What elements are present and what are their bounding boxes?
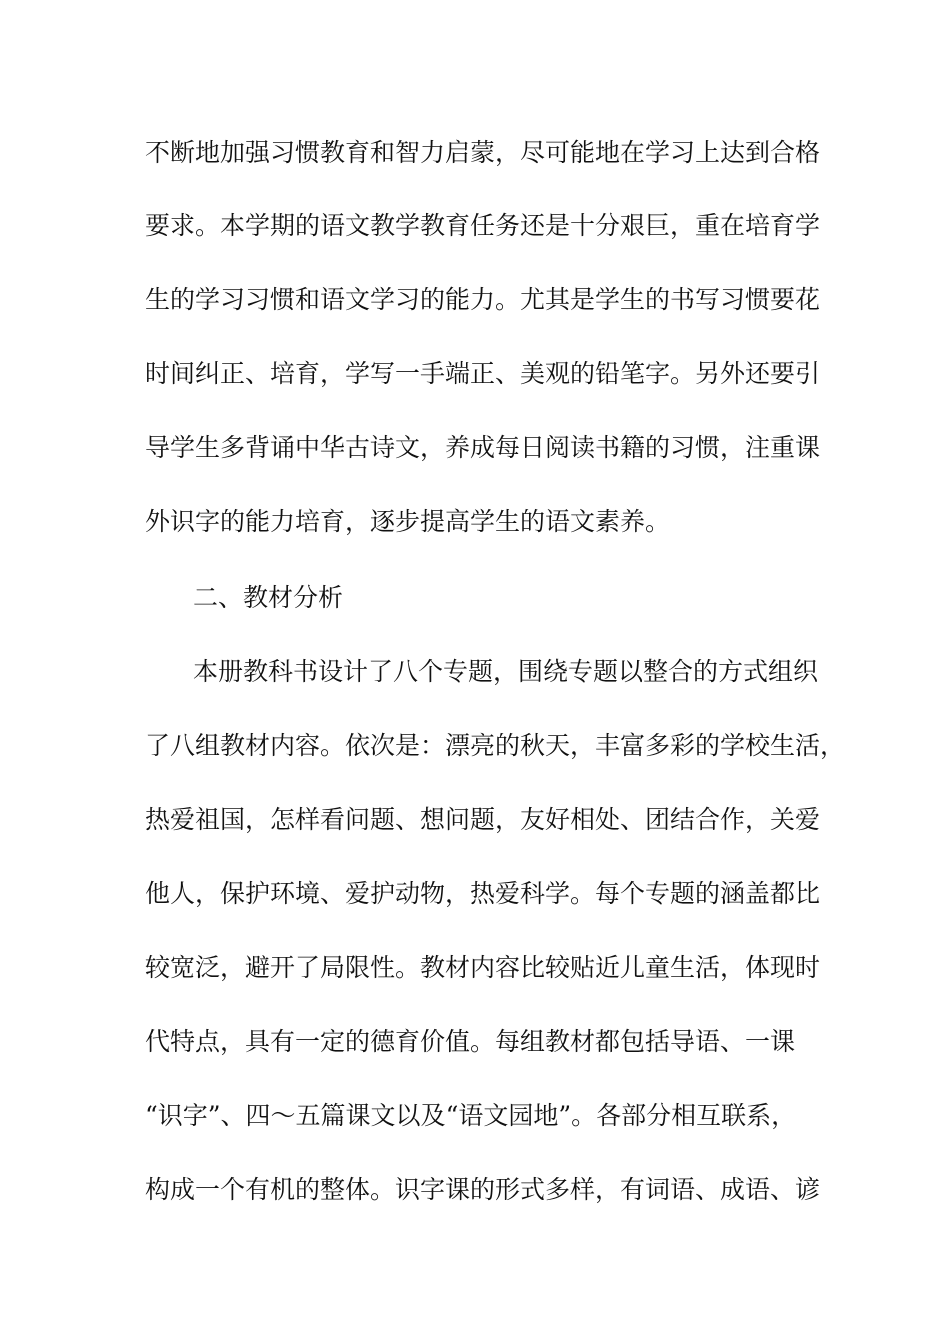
- paragraph-line-4: 时间纠正、培育，学写一手端正、美观的铅笔字。另外还要引: [145, 359, 821, 388]
- paragraph-line-13: “识字”、四～五篇课文以及“语文园地”。各部分相互联系，: [145, 1101, 797, 1130]
- paragraph-line-9: 热爱祖国，怎样看问题、想问题，友好相处、团结合作，关爱: [145, 805, 821, 834]
- paragraph-line-1: 不断地加强习惯教育和智力启蒙，尽可能地在学习上达到合格: [145, 138, 821, 167]
- paragraph-line-5: 导学生多背诵中华古诗文，养成每日阅读书籍的习惯，注重课: [145, 433, 821, 462]
- paragraph-line-12: 代特点，具有一定的德育价值。每组教材都包括导语、一课: [145, 1027, 796, 1056]
- paragraph-line-6: 外识字的能力培育，逐步提高学生的语文素养。: [145, 507, 671, 536]
- paragraph-line-3: 生的学习习惯和语文学习的能力。尤其是学生的书写习惯要花: [145, 285, 821, 314]
- section-heading: 二、教材分析: [193, 583, 344, 612]
- paragraph-line-7: 本册教科书设计了八个专题，围绕专题以整合的方式组织: [193, 657, 819, 686]
- paragraph-line-14: 构成一个有机的整体。识字课的形式多样，有词语、成语、谚: [145, 1175, 821, 1204]
- paragraph-line-10: 他人，保护环境、爱护动物，热爱科学。每个专题的涵盖都比: [145, 879, 821, 908]
- paragraph-line-8: 了八组教材内容。依次是：漂亮的秋天，丰富多彩的学校生活，: [145, 731, 846, 760]
- paragraph-line-11: 较宽泛，避开了局限性。教材内容比较贴近儿童生活，体现时: [145, 953, 821, 982]
- paragraph-line-2: 要求。本学期的语文教学教育任务还是十分艰巨，重在培育学: [145, 211, 821, 240]
